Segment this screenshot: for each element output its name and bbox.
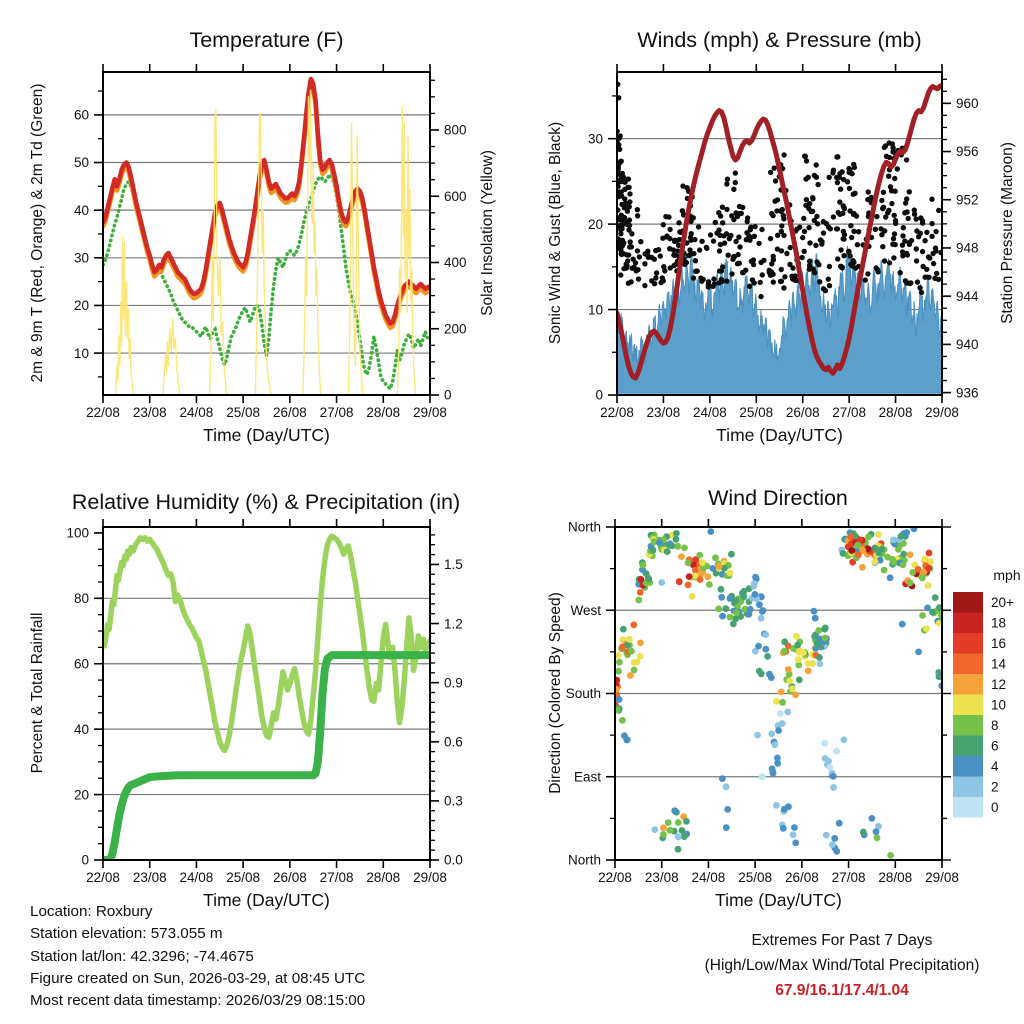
svg-text:952: 952 bbox=[956, 192, 979, 208]
svg-text:27/08: 27/08 bbox=[319, 405, 354, 420]
humidity-x-axis-label: Time (Day/UTC) bbox=[203, 890, 330, 910]
svg-text:10: 10 bbox=[991, 697, 1007, 713]
svg-text:60: 60 bbox=[73, 107, 89, 123]
most-recent-data-timestamp: Most recent data timestamp: 2026/03/29 08:15:00 bbox=[30, 992, 366, 1010]
svg-text:29/08: 29/08 bbox=[413, 405, 447, 420]
svg-text:100: 100 bbox=[66, 525, 89, 541]
svg-text:27/08: 27/08 bbox=[832, 405, 867, 420]
svg-text:22/08: 22/08 bbox=[598, 870, 632, 885]
humidity-y-axis-label: Percent & Total Rainfall bbox=[29, 612, 46, 774]
svg-text:800: 800 bbox=[444, 122, 467, 138]
svg-text:North: North bbox=[567, 852, 601, 868]
svg-text:23/08: 23/08 bbox=[132, 405, 167, 420]
wind-direction-chart-title: Wind Direction bbox=[708, 486, 848, 510]
svg-text:28/08: 28/08 bbox=[878, 405, 913, 420]
svg-text:0.3: 0.3 bbox=[444, 793, 463, 809]
svg-text:940: 940 bbox=[956, 337, 979, 353]
svg-text:956: 956 bbox=[956, 144, 979, 160]
svg-text:948: 948 bbox=[956, 240, 979, 256]
extremes-block bbox=[632, 928, 1024, 1003]
svg-text:50: 50 bbox=[73, 155, 89, 171]
wind-gust-axis-label: Sonic Wind & Gust (Blue, Black) bbox=[547, 121, 564, 345]
extremes-subtitle: (High/Low/Max Wind/Total Precipitation) bbox=[704, 957, 980, 974]
svg-text:0.6: 0.6 bbox=[444, 734, 463, 750]
svg-text:0: 0 bbox=[444, 387, 452, 403]
svg-text:6: 6 bbox=[991, 738, 999, 754]
svg-text:18: 18 bbox=[991, 615, 1007, 631]
svg-text:22/08: 22/08 bbox=[86, 870, 120, 885]
svg-text:26/08: 26/08 bbox=[785, 405, 820, 420]
svg-text:30: 30 bbox=[73, 250, 89, 266]
temperature-x-axis-label: Time (Day/UTC) bbox=[203, 425, 330, 445]
svg-text:944: 944 bbox=[956, 288, 979, 304]
svg-text:29/08: 29/08 bbox=[413, 870, 447, 885]
svg-text:East: East bbox=[573, 769, 601, 785]
temperature-chart-title: Temperature (F) bbox=[189, 28, 344, 52]
svg-text:23/08: 23/08 bbox=[646, 405, 681, 420]
svg-text:40: 40 bbox=[73, 202, 89, 218]
svg-text:28/08: 28/08 bbox=[366, 870, 401, 885]
svg-text:40: 40 bbox=[73, 721, 89, 737]
svg-text:20+: 20+ bbox=[991, 594, 1014, 610]
svg-text:29/08: 29/08 bbox=[925, 870, 959, 885]
extremes-values: 67.9/16.1/17.4/1.04 bbox=[775, 982, 909, 999]
winds-x-axis-label: Time (Day/UTC) bbox=[716, 425, 843, 445]
svg-text:12: 12 bbox=[991, 676, 1007, 692]
svg-text:27/08: 27/08 bbox=[831, 870, 866, 885]
direction-axis-label: Direction (Colored By Speed) bbox=[547, 592, 564, 794]
svg-text:600: 600 bbox=[444, 188, 467, 204]
svg-text:24/08: 24/08 bbox=[692, 405, 727, 420]
svg-text:960: 960 bbox=[956, 96, 979, 112]
svg-text:4: 4 bbox=[991, 758, 999, 774]
svg-text:1.2: 1.2 bbox=[444, 616, 463, 632]
svg-text:0.0: 0.0 bbox=[444, 852, 463, 868]
svg-text:14: 14 bbox=[991, 656, 1007, 672]
svg-text:25/08: 25/08 bbox=[738, 870, 773, 885]
svg-text:200: 200 bbox=[444, 321, 467, 337]
temperature-y-axis-label: 2m & 9m T (Red, Orange) & 2m Td (Green) bbox=[29, 83, 46, 383]
solar-insolation-axis-label: Solar Insolation (Yellow) bbox=[479, 150, 496, 316]
svg-text:28/08: 28/08 bbox=[878, 870, 913, 885]
svg-text:26/08: 26/08 bbox=[272, 870, 307, 885]
legend-units-label: mph bbox=[993, 567, 1021, 583]
svg-text:30: 30 bbox=[587, 131, 603, 147]
svg-text:North: North bbox=[567, 519, 601, 535]
svg-text:24/08: 24/08 bbox=[691, 870, 726, 885]
svg-text:2: 2 bbox=[991, 779, 999, 795]
svg-text:10: 10 bbox=[73, 345, 89, 361]
svg-text:0.9: 0.9 bbox=[444, 675, 463, 691]
station-latlon: Station lat/lon: 42.3296; -74.4675 bbox=[30, 947, 254, 965]
svg-text:80: 80 bbox=[73, 591, 89, 607]
svg-text:25/08: 25/08 bbox=[226, 405, 261, 420]
svg-text:29/08: 29/08 bbox=[925, 405, 959, 420]
svg-text:20: 20 bbox=[73, 298, 89, 314]
svg-text:8: 8 bbox=[991, 717, 999, 733]
humidity-chart-title: Relative Humidity (%) & Precipitation (in) bbox=[71, 490, 461, 514]
svg-text:10: 10 bbox=[587, 302, 603, 318]
svg-text:23/08: 23/08 bbox=[644, 870, 679, 885]
svg-text:25/08: 25/08 bbox=[739, 405, 774, 420]
svg-text:0: 0 bbox=[991, 799, 999, 815]
svg-text:27/08: 27/08 bbox=[319, 870, 354, 885]
station-location: Location: Roxbury bbox=[30, 903, 153, 920]
svg-text:20: 20 bbox=[587, 216, 603, 232]
svg-text:26/08: 26/08 bbox=[272, 405, 307, 420]
wind-direction-x-axis-label: Time (Day/UTC) bbox=[715, 890, 842, 910]
svg-text:0: 0 bbox=[595, 387, 603, 403]
svg-text:South: South bbox=[565, 686, 601, 702]
svg-text:0: 0 bbox=[81, 852, 89, 868]
svg-text:West: West bbox=[570, 602, 601, 618]
svg-text:20: 20 bbox=[73, 787, 89, 803]
svg-text:24/08: 24/08 bbox=[179, 870, 214, 885]
pressure-axis-label: Station Pressure (Maroon) bbox=[999, 142, 1016, 324]
svg-text:16: 16 bbox=[991, 635, 1007, 651]
winds-chart-title: Winds (mph) & Pressure (mb) bbox=[637, 28, 922, 52]
svg-text:60: 60 bbox=[73, 656, 89, 672]
svg-text:1.5: 1.5 bbox=[444, 557, 463, 573]
station-info-block bbox=[30, 901, 365, 1012]
station-elevation: Station elevation: 573.055 m bbox=[30, 925, 223, 943]
svg-text:400: 400 bbox=[444, 255, 467, 271]
svg-text:26/08: 26/08 bbox=[784, 870, 819, 885]
svg-text:25/08: 25/08 bbox=[226, 870, 261, 885]
svg-text:28/08: 28/08 bbox=[366, 405, 401, 420]
svg-text:24/08: 24/08 bbox=[179, 405, 214, 420]
svg-text:23/08: 23/08 bbox=[132, 870, 167, 885]
extremes-title: Extremes For Past 7 Days bbox=[751, 932, 933, 949]
svg-text:22/08: 22/08 bbox=[600, 405, 634, 420]
svg-text:22/08: 22/08 bbox=[86, 405, 120, 420]
svg-text:936: 936 bbox=[956, 385, 979, 401]
figure-created-timestamp: Figure created on Sun, 2026-03-29, at 08:45 UTC bbox=[30, 969, 366, 987]
